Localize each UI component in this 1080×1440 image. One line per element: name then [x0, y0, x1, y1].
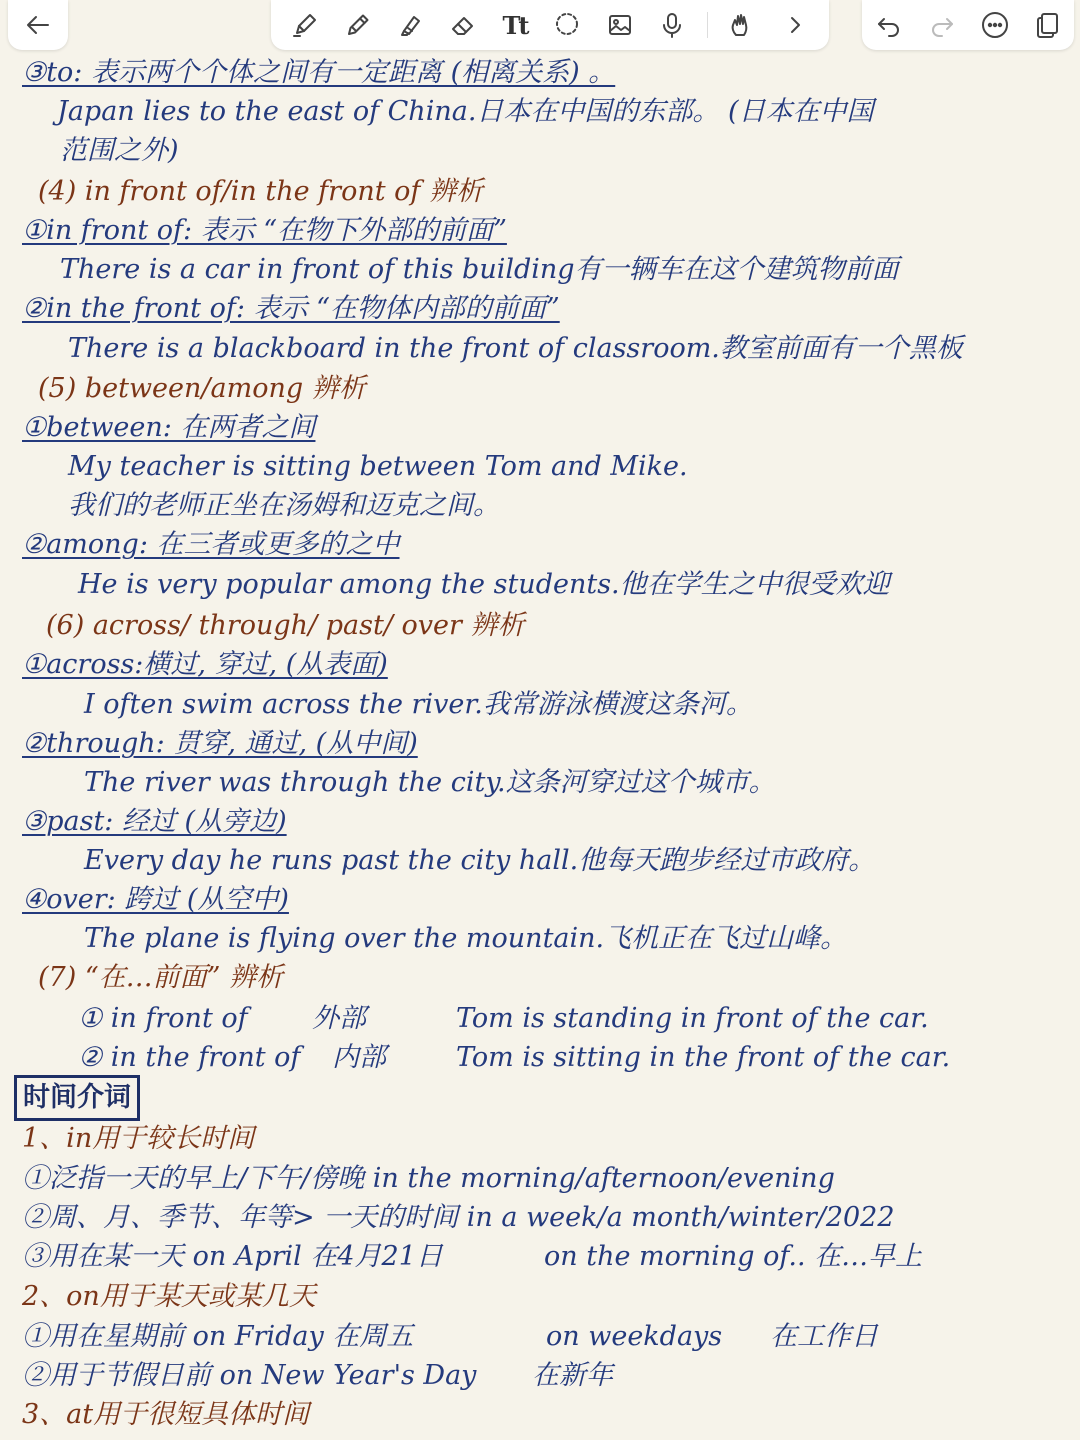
note-subheading: ②among: 在三者或更多的之中: [22, 529, 400, 560]
note-line: 在工作日: [770, 1321, 878, 1352]
comparison-meaning: 内部: [332, 1042, 386, 1073]
text-tool-label: Tt: [502, 10, 528, 40]
note-line: ②周、月、季节、年等> 一天的时间 in a week/a month/winter/2022: [22, 1202, 895, 1233]
note-line: ①泛指一天的早上/下午/傍晚 in the morning/afternoon/evening: [22, 1163, 835, 1194]
note-line: There is a car in front of this building有一辆车在这个建筑物前面: [60, 254, 899, 285]
boxed-title: 时间介词: [14, 1075, 140, 1121]
pencil-icon[interactable]: [340, 7, 376, 43]
toolbar-left-group: [8, 0, 68, 50]
section-heading: 3、at用于很短具体时间: [22, 1399, 310, 1430]
note-line: [22, 290, 560, 328]
highlighter-icon[interactable]: [392, 7, 428, 43]
note-line: 我们的老师正坐在汤姆和迈克之间。: [68, 490, 500, 521]
note-subheading: ③past: 经过 (从旁边): [22, 806, 287, 837]
note-line: Every day he runs past the city hall.他每天跑步经过市政府。: [84, 845, 876, 876]
note-subheading: ④over: 跨过 (从空中): [22, 884, 289, 915]
eraser-icon[interactable]: [445, 7, 481, 43]
note-line: There is a blackboard in the front of classroom.教室前面有一个黑板: [68, 333, 963, 364]
toolbar-right-group: [862, 0, 1074, 50]
note-line: 在新年: [532, 1360, 613, 1391]
redo-icon[interactable]: [924, 7, 960, 43]
note-line: [22, 881, 289, 919]
note-line: [22, 526, 400, 564]
note-line: My teacher is sitting between Tom and Mike.: [68, 451, 688, 482]
section-heading: 2、on用于某天或某几天: [22, 1281, 316, 1312]
note-line: [22, 212, 507, 250]
note-line: [22, 803, 287, 841]
note-line: [22, 409, 315, 447]
note-line: ②用于节假日前 on New Year's Day: [22, 1360, 477, 1391]
note-subheading: ①in front of: 表示 “在物下外部的前面”: [22, 215, 507, 246]
note-line: [22, 646, 388, 684]
comparison-term: ① in front of: [78, 1003, 248, 1034]
comparison-term: ② in the front of: [78, 1042, 301, 1073]
pen-icon[interactable]: [287, 7, 323, 43]
hand-draw-icon[interactable]: [724, 7, 760, 43]
notes-canvas: [0, 52, 1080, 1440]
undo-icon[interactable]: [871, 7, 907, 43]
section-heading: (6) across/ through/ past/ over 辨析: [46, 610, 525, 641]
note-line: ③用在某一天 on April 在4月21日: [22, 1241, 443, 1272]
note-line: [22, 725, 418, 763]
toolbar-divider: [707, 12, 708, 38]
toolbar: [0, 0, 1080, 52]
comparison-example: Tom is sitting in the front of the car.: [456, 1042, 951, 1073]
microphone-icon[interactable]: [654, 7, 690, 43]
section-heading: 1、in用于较长时间: [22, 1123, 255, 1154]
note-line: I often swim across the river.我常游泳横渡这条河。: [84, 689, 753, 720]
note-line: The river was through the city.这条河穿过这个城市。: [84, 767, 776, 798]
text-tool-icon[interactable]: [497, 7, 533, 43]
note-subheading: ①across:横过, 穿过, (从表面): [22, 649, 388, 680]
toolbar-tools-group: [271, 0, 829, 50]
comparison-example: Tom is standing in front of the car.: [456, 1003, 929, 1034]
note-line: The plane is flying over the mountain.飞机正在飞过山峰。: [84, 923, 848, 954]
note-line: [22, 54, 615, 92]
section-heading: (5) between/among 辨析: [38, 373, 366, 404]
note-line: He is very popular among the students.他在学生之中很受欢迎: [78, 569, 890, 600]
note-line: Japan lies to the east of China.日本在中国的东部。 (日本在中国: [57, 96, 874, 127]
back-arrow-icon[interactable]: [20, 7, 56, 43]
section-heading: (4) in front of/in the front of 辨析: [38, 176, 483, 207]
comparison-meaning: 外部: [312, 1003, 366, 1034]
note-subheading: ②through: 贯穿, 通过, (从中间): [22, 728, 418, 759]
note-line: 范围之外): [60, 135, 179, 166]
more-icon[interactable]: [977, 7, 1013, 43]
lasso-icon[interactable]: [549, 7, 585, 43]
pages-icon[interactable]: [1030, 7, 1066, 43]
chevron-right-icon[interactable]: [777, 7, 813, 43]
note-subheading: ①between: 在两者之间: [22, 412, 316, 443]
note-line: ①用在星期前 on Friday 在周五: [22, 1321, 414, 1352]
note-line: on the morning of.. 在…早上: [544, 1241, 923, 1272]
note-line: on weekdays: [546, 1321, 723, 1352]
note-subheading: ②in the front of: 表示 “在物体内部的前面”: [22, 293, 560, 324]
note-subheading: ③to: 表示两个个体之间有一定距离 (相离关系) 。: [22, 57, 616, 88]
image-icon[interactable]: [602, 7, 638, 43]
section-heading: (7) “在…前面” 辨析: [38, 962, 284, 993]
